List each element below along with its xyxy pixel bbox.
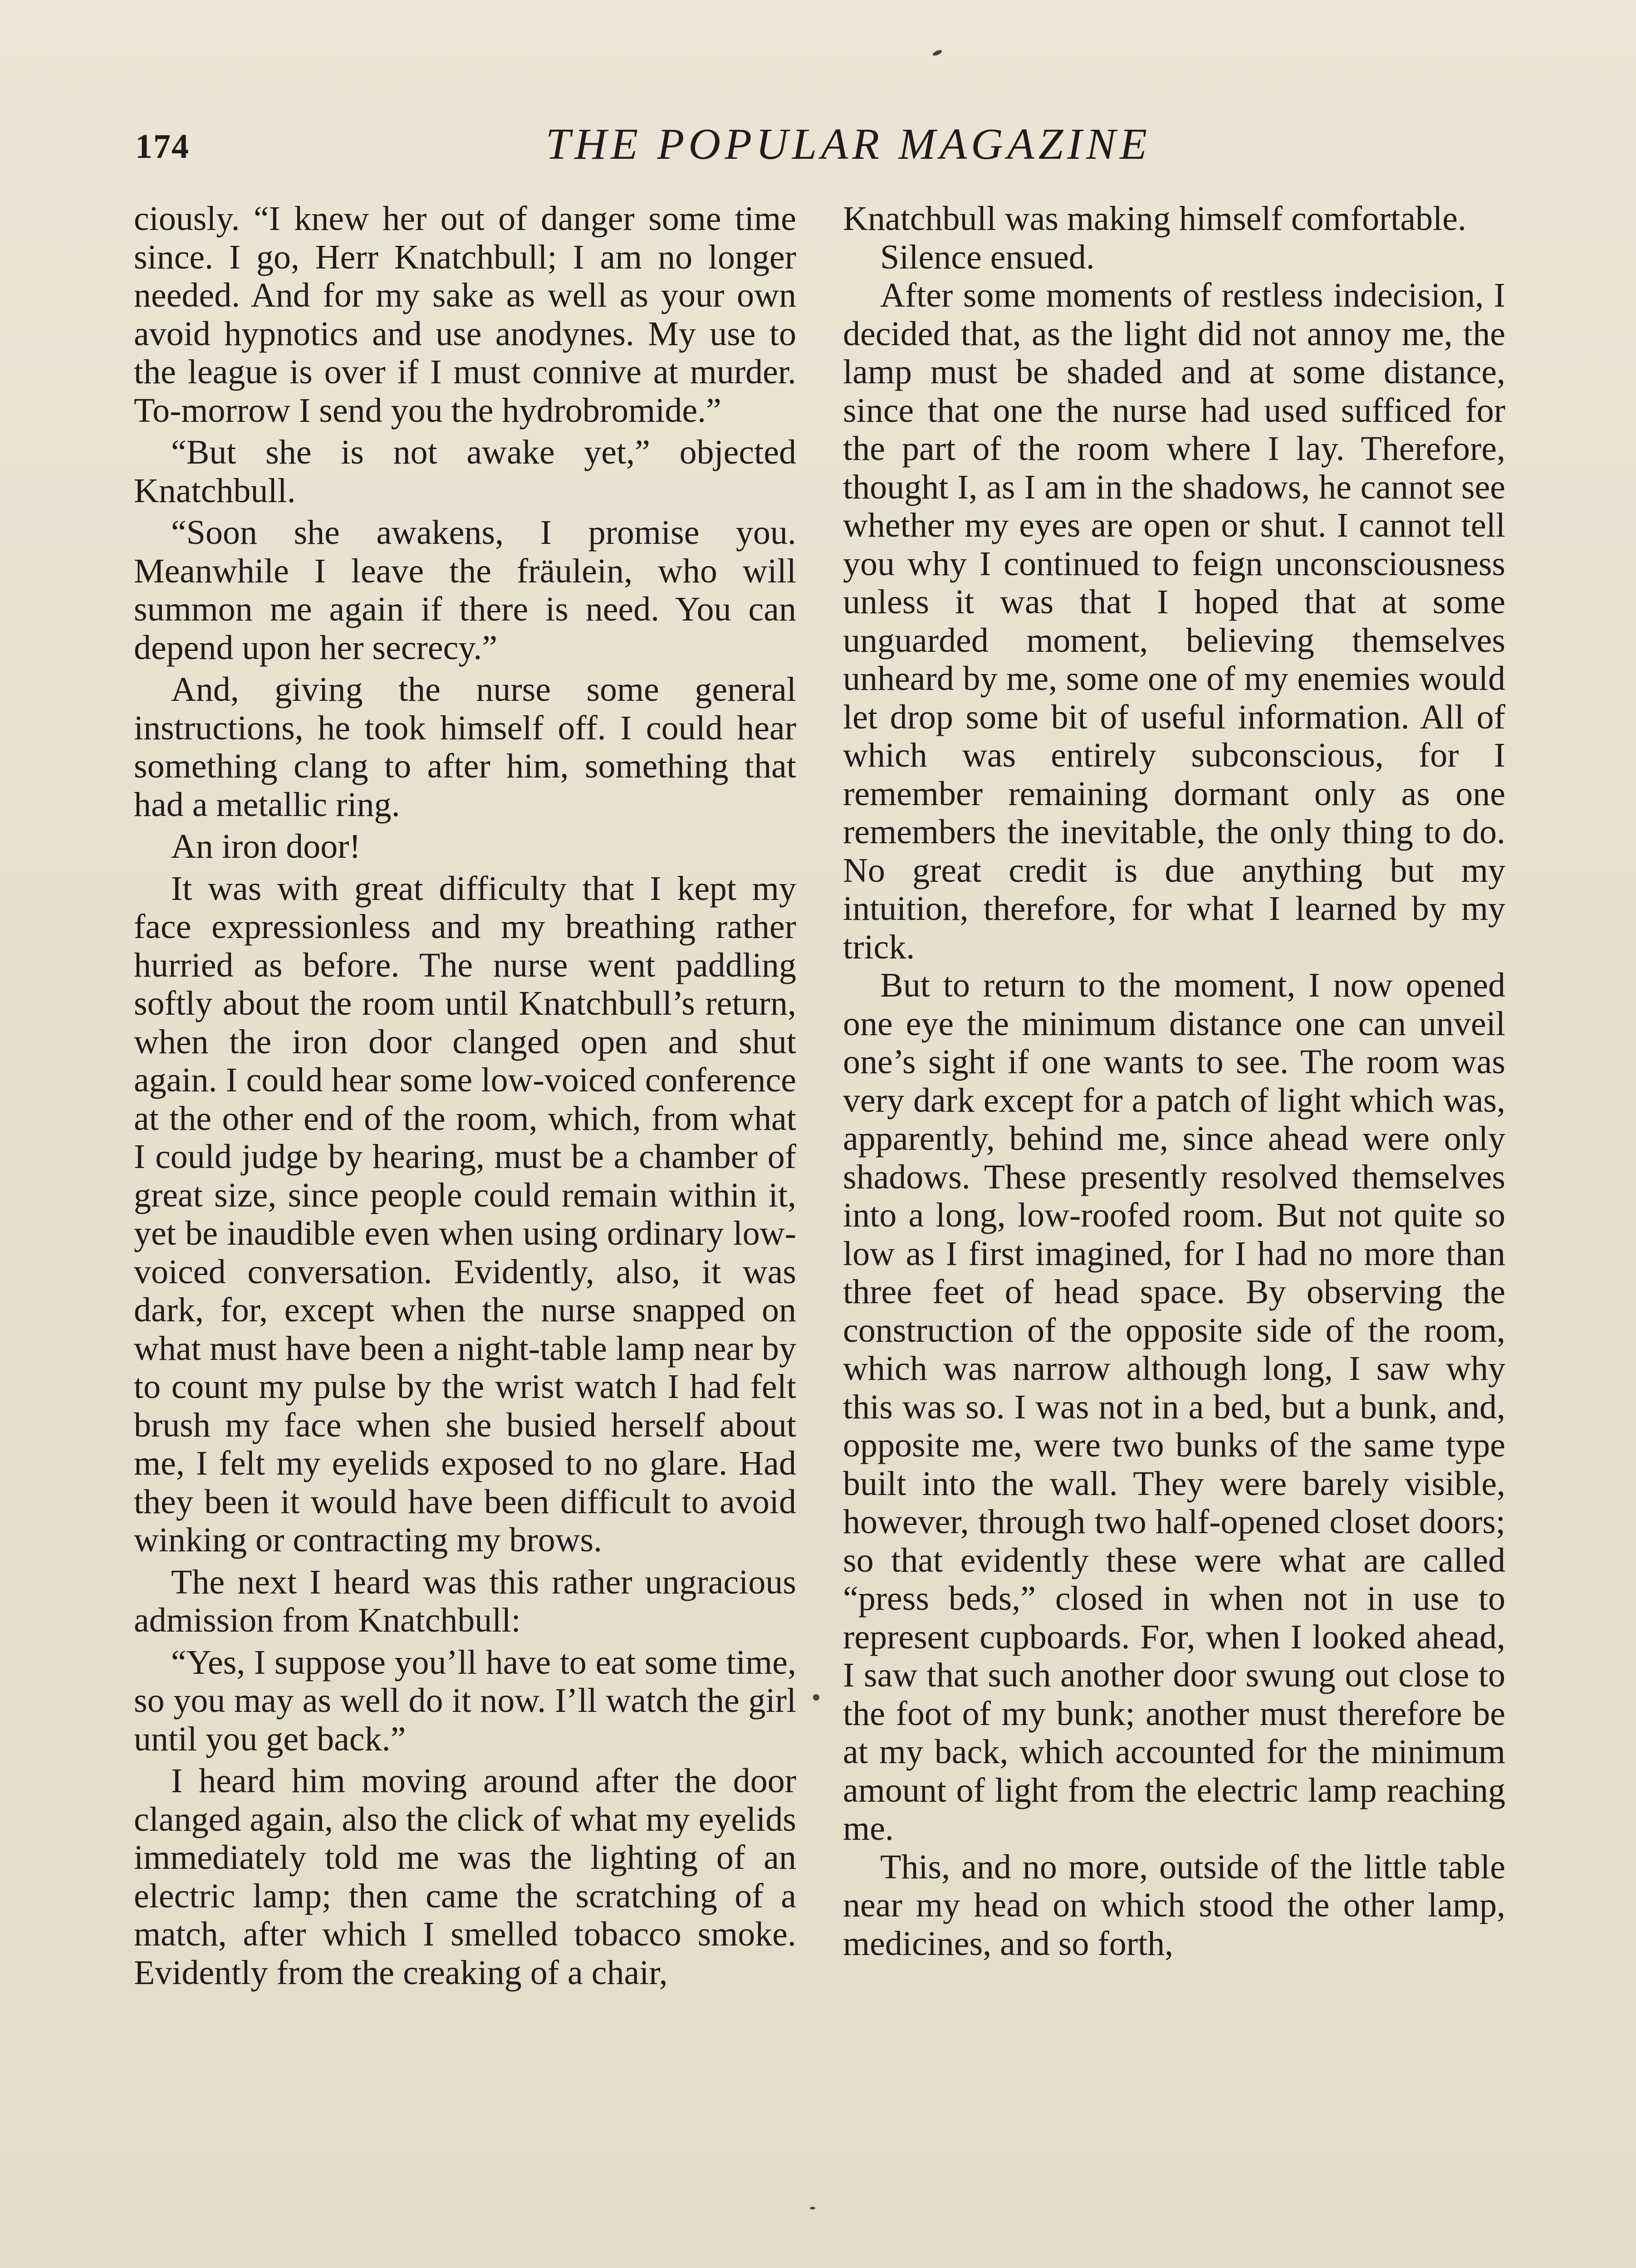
- paragraph: After some moments of restless indecision, I decided that, as the light did not annoy me, the lamp must be shaded and at some distance, since that one the nurse had used sufficed for the part of the room where I lay. Therefore, thought I, as I am in the shadows, he cannot see whether my eyes are open or shut. I cannot tell you why I continued to feign unconsciousness unless it was that I hoped that at some unguarded moment, believing themselves unheard by me, some one of my enemies would let drop some bit of useful information. All of which was entirely subconscious, for I remember remaining dormant only as one remembers the inevitable, the only thing to do. No great credit is due anything but my intuition, therefore, for what I learned by my trick.: [843, 276, 1505, 966]
- ink-fleck: [813, 1694, 819, 1701]
- paragraph: “Yes, I suppose you’ll have to eat some time, so you may as well do it now. I’ll watch the girl until you get back.”: [134, 1643, 796, 1758]
- paragraph: “Soon she awakens, I promise you. Meanwhile I leave the fräulein, who will summon me again if there is need. You can depend upon her secrecy.”: [134, 513, 796, 667]
- paragraph: But to return to the moment, I now opened one eye the minimum distance one can unveil one’s sight if one wants to see. The room was very dark except for a patch of light which was, apparently, behind me, since ahead were only shadows. These presently resolved themselves into a long, low-roofed room. But not quite so low as I first imagined, for I had no more than three feet of head space. By observing the construction of the opposite side of the room, which was narrow although long, I saw why this was so. I was not in a bed, but a bunk, and, opposite me, were two bunks of the same type built into the wall. They were barely visible, however, through two half-opened closet doors; so that evidently these were what are called “press beds,” closed in when not in use to represent cupboards. For, when I looked ahead, I saw that such another door swung out close to the foot of my bunk; another must therefore be at my back, which accounted for the minimum amount of light from the electric lamp reaching me.: [843, 966, 1505, 1848]
- page-number: 174: [135, 127, 190, 166]
- paragraph: Knatchbull was making himself comfortable.: [843, 200, 1466, 238]
- magazine-title: THE POPULAR MAGAZINE: [545, 120, 1151, 169]
- paragraph: I heard him moving around after the door clanged again, also the click of what my eyelids immediately told me was the lighting of an electric lamp; then came the scratching of a match, after which I smelled tobacco smoke. Evidently from the creaking of a chair,: [134, 1762, 796, 1992]
- paragraph: ciously. “I knew her out of danger some time since. I go, Herr Knatchbull; I am no longer needed. And for my sake as well as your own avoid hypnotics and use anodynes. My use to the league is over if I must connive at murder. To-morrow I send you the hydrobromide.”: [134, 200, 796, 430]
- paragraph: And, giving the nurse some general instructions, he took himself off. I could hear something clang to after him, something that had a metallic ring.: [134, 670, 796, 824]
- paragraph: Silence ensued.: [880, 238, 1095, 276]
- paragraph: “But she is not awake yet,” objected Knatchbull.: [134, 433, 796, 510]
- right-column: [843, 200, 1505, 1963]
- paragraph: An iron door!: [171, 827, 361, 865]
- paragraph: The next I heard was this rather ungracious admission from Knatchbull:: [134, 1563, 796, 1639]
- paragraph: This, and no more, outside of the little table near my head on which stood the other lamp, medicines, and so forth,: [843, 1848, 1505, 1963]
- paragraph: It was with great difficulty that I kept my face expressionless and my breathing rather hurried as before. The nurse went paddling softly about the room until Knatchbull’s return, when the iron door clanged open and shut again. I could hear some low-voiced conference at the other end of the room, which, from what I could judge by hearing, must be a chamber of great size, since people could remain within it, yet be inaudible even when using ordinary low-voiced conversation. Evidently, also, it was dark, for, except when the nurse snapped on what must have been a night-table lamp near by to count my pulse by the wrist watch I had felt brush my face when she busied herself about me, I felt my eyelids exposed to no glare. Had they been it would have been difficult to avoid winking or contracting my brows.: [134, 869, 796, 1559]
- left-column: [134, 200, 796, 1992]
- page-header: [0, 113, 1636, 177]
- ink-fleck: [932, 49, 943, 57]
- ink-fleck: [810, 2207, 815, 2209]
